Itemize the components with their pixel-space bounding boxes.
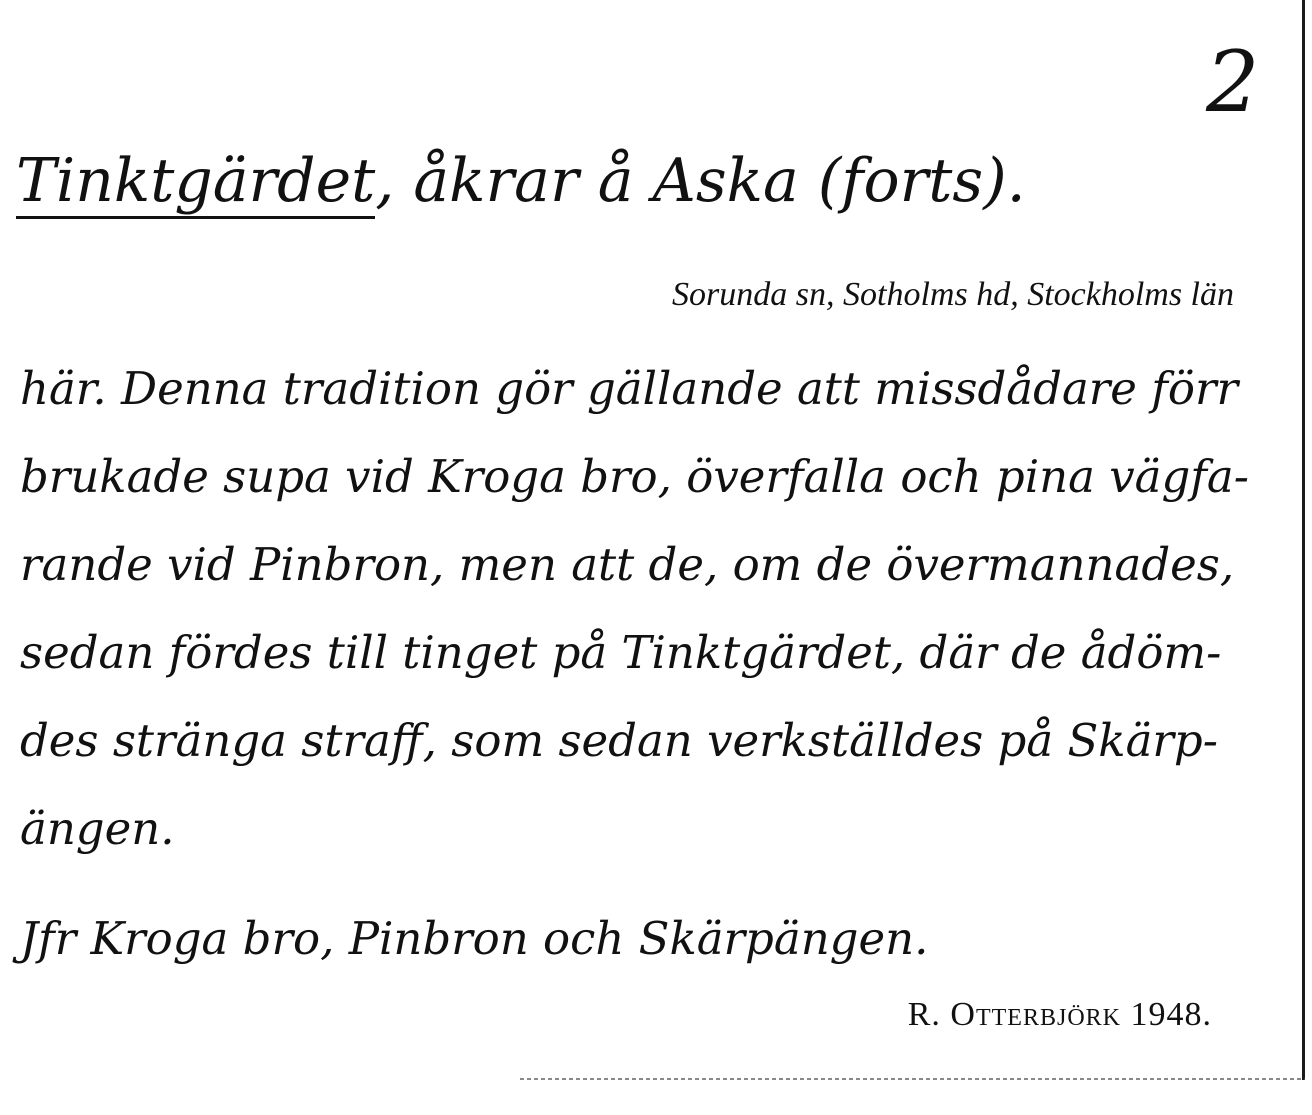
body-line: ängen.: [20, 802, 175, 855]
card-right-edge: [1302, 0, 1305, 1080]
cross-reference: Jfr Kroga bro, Pinbron och Skärpängen.: [20, 912, 929, 965]
body-text: [20, 345, 1290, 873]
body-line: sedan fördes till tinget på Tinktgärdet, där de ådöm-: [20, 626, 1222, 679]
signature: [908, 996, 1212, 1034]
signature-year: 1948.: [1130, 996, 1212, 1033]
heading-place-name: Tinktgärdet: [16, 148, 375, 219]
body-line: brukade supa vid Kroga bro, överfalla och pina vägfa-: [20, 450, 1249, 503]
signature-author: R. Otterbjörk: [907, 996, 1121, 1033]
card-heading: [16, 148, 1026, 219]
location-line: Sorunda sn, Sotholms hd, Stockholms län: [672, 276, 1234, 313]
body-line: des stränga straff, som sedan verkställdes på Skärp-: [20, 714, 1218, 767]
body-line: rande vid Pinbron, men att de, om de övermannades,: [20, 538, 1235, 591]
body-line: här. Denna tradition gör gällande att missdådare förr: [20, 362, 1238, 415]
page-number: 2: [1206, 33, 1260, 131]
card-bottom-edge: [520, 1078, 1305, 1080]
heading-rest: , åkrar å Aska (forts).: [375, 146, 1026, 216]
